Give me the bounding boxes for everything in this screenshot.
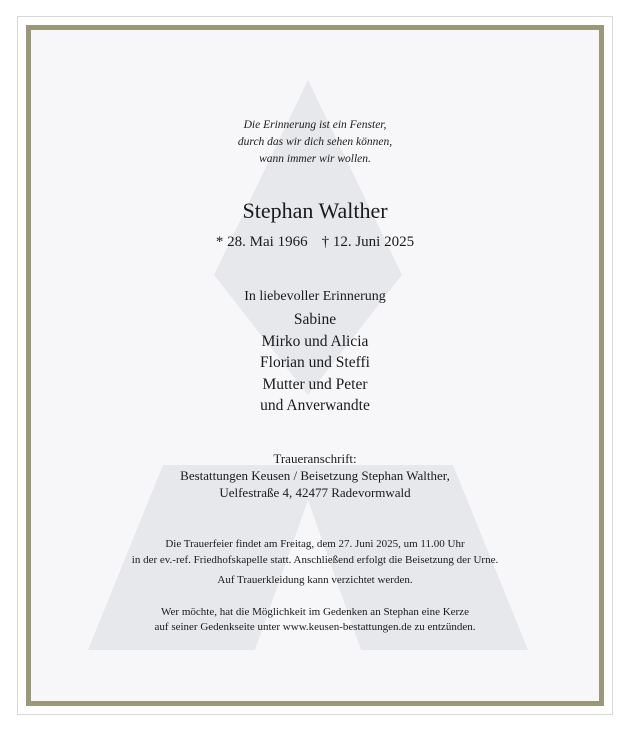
birth-date: * 28. Mai 1966 xyxy=(215,234,308,250)
candle-line: auf seiner Gedenkseite unter www.keusen-bestattungen.de zu entzünden. xyxy=(154,621,476,633)
mourner-name: Mirko und Alicia xyxy=(261,332,369,350)
mourner-name: Sabine xyxy=(293,311,337,328)
ceremony-line: Die Trauerfeier findet am Freitag, dem 27. Juni 2025, um 11.00 Uhr xyxy=(165,538,465,550)
mourning-intro: In liebevoller Erinnerung xyxy=(244,289,386,304)
address-line: Bestattungen Keusen / Beisetzung Stephan Walther, xyxy=(180,468,450,483)
deceased-name: Stephan Walther xyxy=(242,198,388,223)
address-line: Uelfestraße 4, 42477 Radevormwald xyxy=(219,485,411,500)
motto-line: durch das wir dich sehen können, xyxy=(237,136,393,148)
life-dates xyxy=(31,232,599,252)
candle-line: Wer möchte, hat die Möglichkeit im Gedenken an Stephan eine Kerze xyxy=(161,605,469,618)
mourner-name: und Anverwandte xyxy=(260,397,370,414)
candle-note xyxy=(31,605,599,636)
ceremony-notes xyxy=(31,537,599,636)
obituary-frame xyxy=(26,25,604,706)
death-date: † 12. Juni 2025 xyxy=(321,234,415,250)
mourning-address xyxy=(31,450,599,501)
motto-quote xyxy=(31,117,599,168)
ceremony-info xyxy=(31,537,599,568)
motto-line: Die Erinnerung ist ein Fenster, xyxy=(243,119,387,131)
dress-note: Auf Trauerkleidung kann verzichtet werden. xyxy=(217,574,413,586)
address-line: Traueranschrift: xyxy=(273,451,357,466)
obituary-content xyxy=(31,30,599,701)
mourner-name: Mutter und Peter xyxy=(262,375,368,393)
mourners-list xyxy=(31,309,599,417)
mourner-name: Florian und Steffi xyxy=(260,354,370,371)
motto-line: wann immer wir wollen. xyxy=(259,153,371,165)
ceremony-line: in der ev.-ref. Friedhofskapelle statt. Anschließend erfolgt die Beisetzung der Urne. xyxy=(131,553,499,566)
